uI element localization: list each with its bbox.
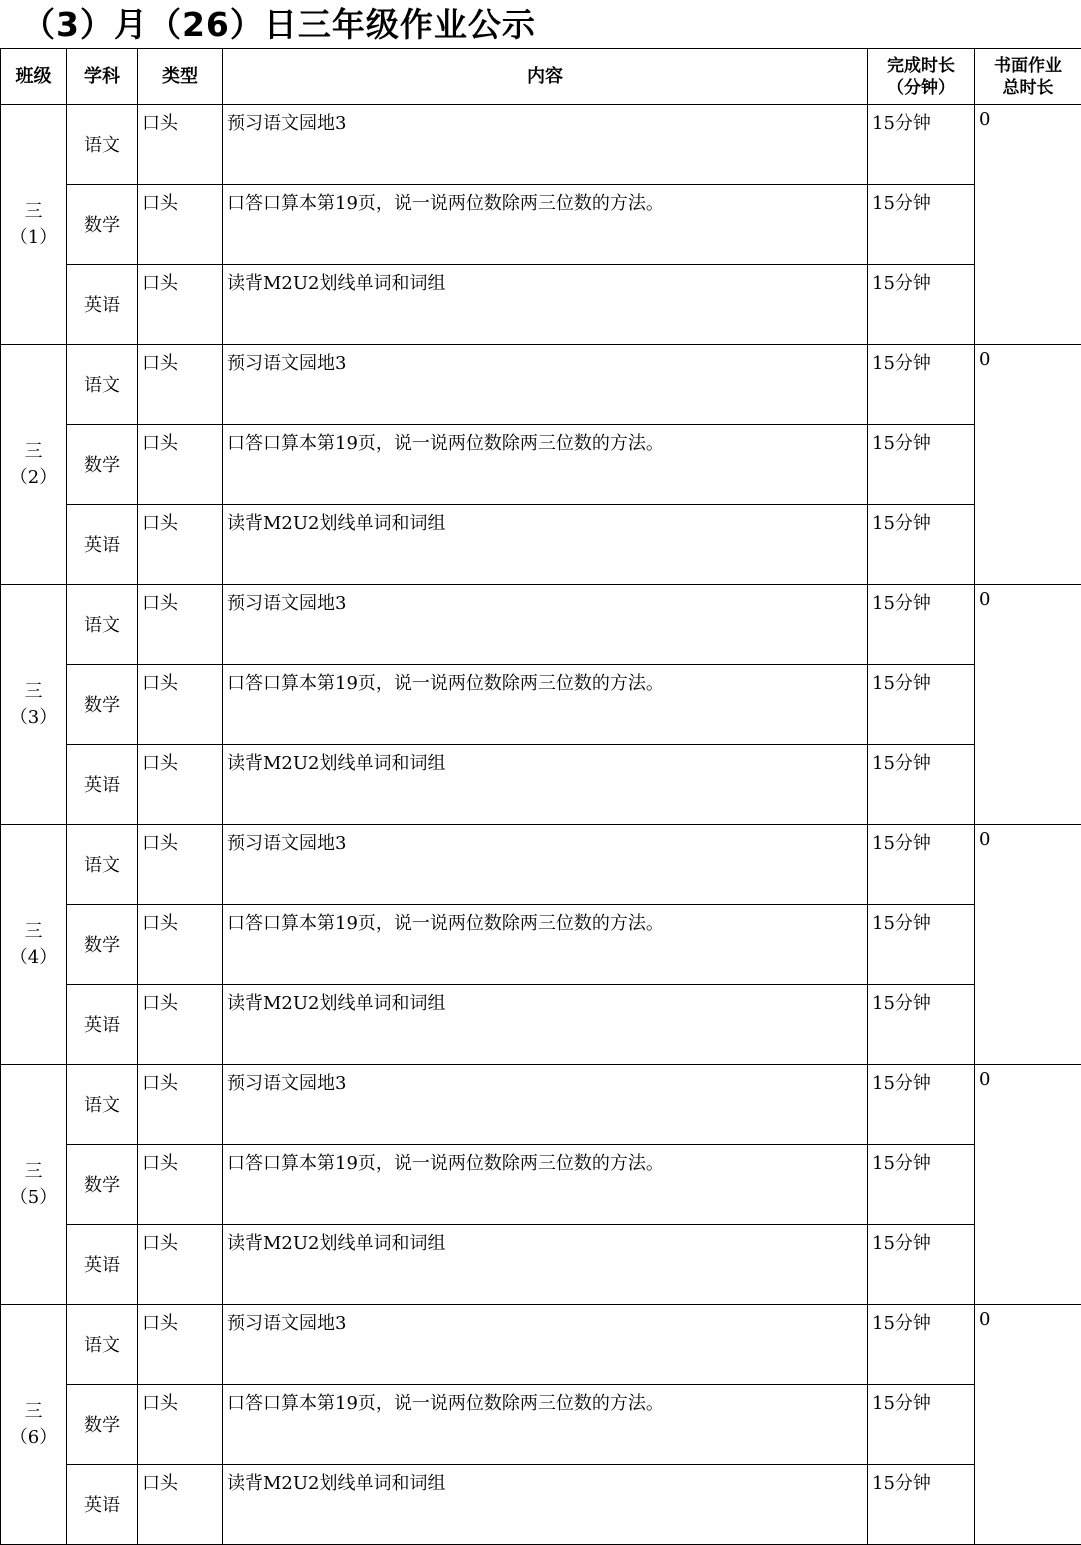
- type-cell: 口头: [138, 425, 223, 505]
- content-cell: 预习语文园地3: [223, 825, 868, 905]
- class-number: （3）: [1, 705, 66, 731]
- class-number: （6）: [1, 1425, 66, 1451]
- class-cell: [1, 1305, 67, 1545]
- table-row: [1, 1305, 1081, 1385]
- duration-cell: 15分钟: [868, 1065, 975, 1145]
- content-cell: 预习语文园地3: [223, 345, 868, 425]
- class-grade: 三: [1, 679, 66, 705]
- header-content: 内容: [223, 49, 868, 105]
- subject-label: 英语: [67, 745, 137, 797]
- subject-label: 语文: [67, 1305, 137, 1357]
- table-row: [1, 505, 1081, 585]
- content-cell: 读背M2U2划线单词和词组: [223, 1225, 868, 1305]
- duration-cell: 15分钟: [868, 1385, 975, 1465]
- subject-cell: [67, 505, 138, 585]
- type-cell: 口头: [138, 985, 223, 1065]
- class-cell: [1, 345, 67, 585]
- class-cell: [1, 585, 67, 825]
- class-grade: 三: [1, 1399, 66, 1425]
- content-cell: 读背M2U2划线单词和词组: [223, 745, 868, 825]
- subject-label: 英语: [67, 505, 137, 557]
- subject-cell: [67, 1465, 138, 1545]
- subject-cell: [67, 1385, 138, 1465]
- header-type: 类型: [138, 49, 223, 105]
- table-row: [1, 1465, 1081, 1545]
- type-cell: 口头: [138, 1305, 223, 1385]
- type-cell: 口头: [138, 1465, 223, 1545]
- class-cell: [1, 1065, 67, 1305]
- page-title: （3）月（26）日三年级作业公示: [22, 4, 536, 46]
- duration-cell: 15分钟: [868, 105, 975, 185]
- duration-cell: 15分钟: [868, 345, 975, 425]
- subject-label: 数学: [67, 905, 137, 957]
- type-cell: 口头: [138, 1225, 223, 1305]
- subject-cell: [67, 905, 138, 985]
- duration-cell: 15分钟: [868, 585, 975, 665]
- subject-label: 语文: [67, 825, 137, 877]
- table-row: [1, 1385, 1081, 1465]
- content-cell: 读背M2U2划线单词和词组: [223, 985, 868, 1065]
- subject-cell: [67, 185, 138, 265]
- subject-cell: [67, 105, 138, 185]
- subject-label: 数学: [67, 1385, 137, 1437]
- subject-cell: [67, 1305, 138, 1385]
- written-total-cell: 0: [975, 825, 1081, 1065]
- table-row: [1, 425, 1081, 505]
- duration-cell: 15分钟: [868, 1225, 975, 1305]
- content-cell: 口答口算本第19页，说一说两位数除两三位数的方法。: [223, 665, 868, 745]
- header-duration-line2: （分钟）: [868, 77, 974, 99]
- duration-cell: 15分钟: [868, 905, 975, 985]
- duration-cell: 15分钟: [868, 825, 975, 905]
- content-cell: 预习语文园地3: [223, 1305, 868, 1385]
- table-body: [1, 105, 1081, 1545]
- table-row: [1, 1225, 1081, 1305]
- content-cell: 口答口算本第19页，说一说两位数除两三位数的方法。: [223, 1385, 868, 1465]
- duration-cell: 15分钟: [868, 1305, 975, 1385]
- subject-label: 语文: [67, 105, 137, 157]
- subject-label: 数学: [67, 665, 137, 717]
- type-cell: 口头: [138, 265, 223, 345]
- subject-label: 数学: [67, 185, 137, 237]
- type-cell: 口头: [138, 105, 223, 185]
- class-grade: 三: [1, 1159, 66, 1185]
- header-duration-line1: 完成时长: [868, 55, 974, 77]
- subject-label: 数学: [67, 1145, 137, 1197]
- class-number: （4）: [1, 945, 66, 971]
- written-total-cell: 0: [975, 1305, 1081, 1545]
- header-row: [1, 49, 1081, 105]
- duration-cell: 15分钟: [868, 185, 975, 265]
- content-cell: 预习语文园地3: [223, 1065, 868, 1145]
- table-row: [1, 1065, 1081, 1145]
- table-row: [1, 825, 1081, 905]
- subject-cell: [67, 345, 138, 425]
- content-cell: 口答口算本第19页，说一说两位数除两三位数的方法。: [223, 425, 868, 505]
- type-cell: 口头: [138, 665, 223, 745]
- class-grade: 三: [1, 919, 66, 945]
- written-total-cell: 0: [975, 1065, 1081, 1305]
- written-total-cell: 0: [975, 105, 1081, 345]
- written-total-cell: 0: [975, 585, 1081, 825]
- content-cell: 口答口算本第19页，说一说两位数除两三位数的方法。: [223, 1145, 868, 1225]
- class-number: （5）: [1, 1185, 66, 1211]
- duration-cell: 15分钟: [868, 425, 975, 505]
- content-cell: 口答口算本第19页，说一说两位数除两三位数的方法。: [223, 905, 868, 985]
- duration-cell: 15分钟: [868, 745, 975, 825]
- content-cell: 预习语文园地3: [223, 105, 868, 185]
- type-cell: 口头: [138, 585, 223, 665]
- type-cell: 口头: [138, 505, 223, 585]
- duration-cell: 15分钟: [868, 265, 975, 345]
- subject-cell: [67, 665, 138, 745]
- duration-cell: 15分钟: [868, 1145, 975, 1225]
- type-cell: 口头: [138, 1065, 223, 1145]
- subject-label: 语文: [67, 585, 137, 637]
- subject-label: 语文: [67, 1065, 137, 1117]
- type-cell: 口头: [138, 1145, 223, 1225]
- class-grade: 三: [1, 199, 66, 225]
- type-cell: 口头: [138, 745, 223, 825]
- table-row: [1, 905, 1081, 985]
- type-cell: 口头: [138, 1385, 223, 1465]
- class-number: （1）: [1, 225, 66, 251]
- type-cell: 口头: [138, 905, 223, 985]
- class-cell: [1, 825, 67, 1065]
- type-cell: 口头: [138, 185, 223, 265]
- header-subject: 学科: [67, 49, 138, 105]
- class-number: （2）: [1, 465, 66, 491]
- table-row: [1, 745, 1081, 825]
- table-row: [1, 985, 1081, 1065]
- duration-cell: 15分钟: [868, 1465, 975, 1545]
- duration-cell: 15分钟: [868, 505, 975, 585]
- table-row: [1, 105, 1081, 185]
- subject-cell: [67, 1145, 138, 1225]
- subject-cell: [67, 825, 138, 905]
- class-grade: 三: [1, 439, 66, 465]
- header-written-total: [975, 49, 1081, 105]
- content-cell: 读背M2U2划线单词和词组: [223, 1465, 868, 1545]
- subject-label: 数学: [67, 425, 137, 477]
- duration-cell: 15分钟: [868, 985, 975, 1065]
- header-written-line1: 书面作业: [975, 55, 1081, 77]
- type-cell: 口头: [138, 345, 223, 425]
- subject-cell: [67, 745, 138, 825]
- content-cell: 读背M2U2划线单词和词组: [223, 265, 868, 345]
- content-cell: 预习语文园地3: [223, 585, 868, 665]
- subject-label: 英语: [67, 985, 137, 1037]
- table-row: [1, 185, 1081, 265]
- content-cell: 读背M2U2划线单词和词组: [223, 505, 868, 585]
- class-cell: [1, 105, 67, 345]
- subject-cell: [67, 265, 138, 345]
- subject-cell: [67, 425, 138, 505]
- subject-label: 英语: [67, 1465, 137, 1517]
- subject-label: 语文: [67, 345, 137, 397]
- header-duration: [868, 49, 975, 105]
- table-row: [1, 265, 1081, 345]
- subject-label: 英语: [67, 1225, 137, 1277]
- header-written-line2: 总时长: [975, 77, 1081, 99]
- table-row: [1, 345, 1081, 425]
- homework-table: [0, 48, 1081, 1545]
- subject-cell: [67, 1065, 138, 1145]
- subject-cell: [67, 585, 138, 665]
- type-cell: 口头: [138, 825, 223, 905]
- table-row: [1, 1145, 1081, 1225]
- subject-cell: [67, 985, 138, 1065]
- written-total-cell: 0: [975, 345, 1081, 585]
- header-class: 班级: [1, 49, 67, 105]
- duration-cell: 15分钟: [868, 665, 975, 745]
- content-cell: 口答口算本第19页，说一说两位数除两三位数的方法。: [223, 185, 868, 265]
- subject-cell: [67, 1225, 138, 1305]
- table-row: [1, 665, 1081, 745]
- table-row: [1, 585, 1081, 665]
- subject-label: 英语: [67, 265, 137, 317]
